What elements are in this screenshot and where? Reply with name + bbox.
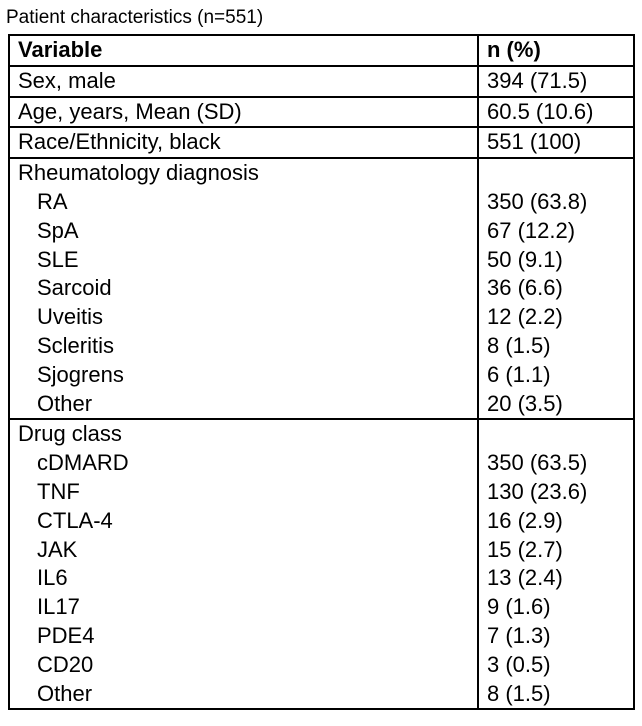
value-cell [478,66,634,97]
patient-characteristics-table [8,34,635,710]
variable-cell [9,97,478,128]
column-header-n-pct-label: n (%) [487,37,541,62]
value-cell [478,158,634,419]
row-value: 551 (100) [487,129,582,155]
row-label: cDMARD [37,450,129,476]
row-value: 15 (2.7) [487,536,563,562]
table-group-row-rheumatology-diagnosis [9,158,634,419]
row-value: 50 (9.1) [487,246,563,272]
value-cell [478,127,634,158]
row-label: Age, years, Mean (SD) [18,98,242,124]
row-value: 130 (23.6) [487,478,588,504]
row-value: 8 (1.5) [487,680,551,706]
row-value: 6 (1.1) [487,361,551,387]
row-label: Other [37,390,93,416]
row-label: PDE4 [37,622,95,648]
row-label: RA [37,188,68,214]
row-label: Other [37,680,93,706]
table-row-sex [9,66,634,97]
row-value: 16 (2.9) [487,507,563,533]
row-label: IL17 [37,594,80,620]
table-row-age [9,97,634,128]
value-cell [478,419,634,709]
row-label: TNF [37,478,80,504]
row-value: 9 (1.6) [487,594,551,620]
group-label: Rheumatology diagnosis [18,160,259,186]
table-title: Patient characteristics (n=551) [6,7,264,28]
row-label: Uveitis [37,304,104,330]
value-cell [478,97,634,128]
column-header-variable [9,35,478,66]
header-row [9,35,634,66]
row-value: 7 (1.3) [487,622,551,648]
column-header-variable-label: Variable [18,37,103,62]
row-value: 12 (2.2) [487,304,563,330]
group-label: Drug class [18,421,122,447]
row-value: 394 (71.5) [487,67,588,93]
row-label: SpA [37,217,79,243]
empty-cell-line [479,159,633,188]
row-value: 8 (1.5) [487,332,551,358]
row-value: 13 (2.4) [487,565,563,591]
row-label: CD20 [37,651,94,677]
variable-cell [9,66,478,97]
table-group-row-drug-class [9,419,634,709]
row-value: 3 (0.5) [487,651,551,677]
column-header-n-pct [478,35,634,66]
variable-cell [9,158,478,419]
row-value: 350 (63.8) [487,188,588,214]
row-label: JAK [37,536,78,562]
row-label: IL6 [37,565,68,591]
row-value: 350 (63.5) [487,450,588,476]
row-label: Scleritis [37,332,115,358]
row-label: Sarcoid [37,275,112,301]
row-label: Sex, male [18,67,116,93]
row-label: Sjogrens [37,361,124,387]
row-label: CTLA-4 [37,507,113,533]
row-value: 36 (6.6) [487,275,563,301]
variable-cell [9,419,478,709]
row-label: Race/Ethnicity, black [18,129,221,155]
empty-cell-line [479,420,633,449]
table-row-race [9,127,634,158]
row-value: 60.5 (10.6) [487,98,594,124]
variable-cell [9,127,478,158]
row-label: SLE [37,246,79,272]
row-value: 20 (3.5) [487,390,563,416]
row-value: 67 (12.2) [487,217,576,243]
